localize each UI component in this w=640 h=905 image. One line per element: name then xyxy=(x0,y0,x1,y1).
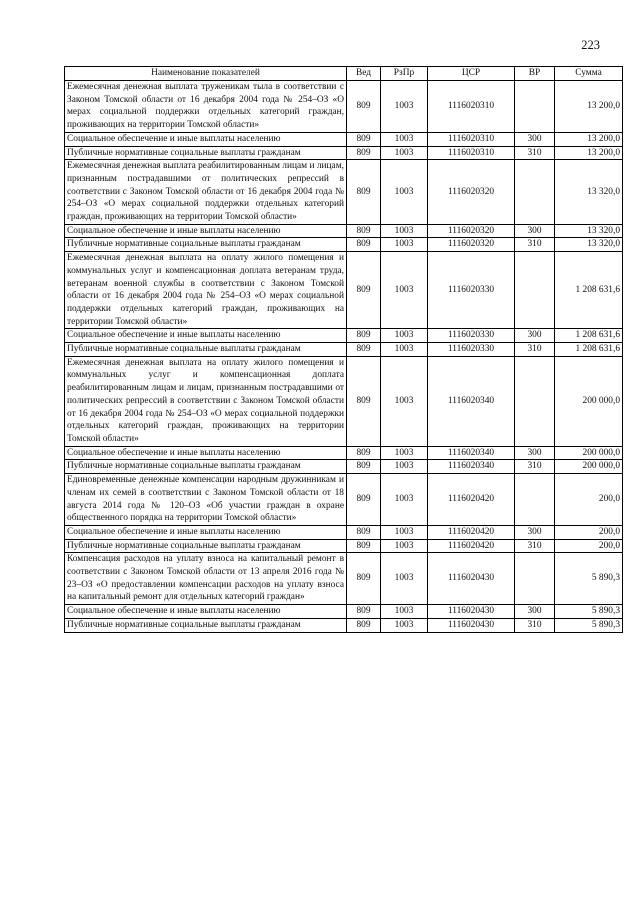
cell-csr: 1116020340 xyxy=(428,446,515,460)
cell-csr: 1116020340 xyxy=(428,460,515,474)
cell-sum: 200 000,0 xyxy=(555,446,623,460)
cell-rzpr: 1003 xyxy=(381,605,428,619)
cell-name: Публичные нормативные социальные выплаты гражданам xyxy=(65,343,347,357)
cell-ved: 809 xyxy=(347,238,381,252)
cell-ved: 809 xyxy=(347,553,381,605)
cell-vr xyxy=(515,474,555,526)
cell-sum: 13 320,0 xyxy=(555,160,623,225)
cell-vr: 310 xyxy=(515,460,555,474)
cell-vr: 300 xyxy=(515,446,555,460)
cell-sum: 13 200,0 xyxy=(555,132,623,146)
cell-ved: 809 xyxy=(347,343,381,357)
cell-name: Публичные нормативные социальные выплаты гражданам xyxy=(65,460,347,474)
cell-sum: 200,0 xyxy=(555,539,623,553)
cell-vr: 300 xyxy=(515,605,555,619)
cell-rzpr: 1003 xyxy=(381,81,428,133)
cell-vr xyxy=(515,252,555,329)
cell-rzpr: 1003 xyxy=(381,446,428,460)
cell-name: Социальное обеспечение и иные выплаты населению xyxy=(65,132,347,146)
cell-csr: 1116020330 xyxy=(428,343,515,357)
table-row xyxy=(65,224,623,238)
cell-sum: 200 000,0 xyxy=(555,460,623,474)
cell-ved: 809 xyxy=(347,525,381,539)
cell-rzpr: 1003 xyxy=(381,329,428,343)
cell-name: Социальное обеспечение и иные выплаты населению xyxy=(65,329,347,343)
budget-table xyxy=(64,66,623,633)
cell-name: Ежемесячная денежная выплата на оплату жилого помещения и коммунальных услуг и компенсационная доплата ветеранам труда, ветеранам военной службы в соответствии с Законом Томской области от 16 декабря 2004 года № 254–ОЗ «О мерах социальной поддержки отдельных категорий граждан, проживающих на территории Томской области» xyxy=(65,252,347,329)
header-vr: ВР xyxy=(515,67,555,81)
cell-sum: 200,0 xyxy=(555,525,623,539)
cell-vr: 310 xyxy=(515,238,555,252)
table-row xyxy=(65,446,623,460)
cell-vr: 300 xyxy=(515,329,555,343)
cell-name: Публичные нормативные социальные выплаты гражданам xyxy=(65,238,347,252)
cell-ved: 809 xyxy=(347,160,381,225)
table-row xyxy=(65,81,623,133)
cell-vr: 310 xyxy=(515,343,555,357)
cell-csr: 1116020430 xyxy=(428,605,515,619)
cell-csr: 1116020420 xyxy=(428,525,515,539)
cell-rzpr: 1003 xyxy=(381,618,428,632)
table-row xyxy=(65,474,623,526)
cell-ved: 809 xyxy=(347,81,381,133)
cell-name: Социальное обеспечение и иные выплаты населению xyxy=(65,605,347,619)
cell-name: Социальное обеспечение и иные выплаты населению xyxy=(65,525,347,539)
cell-csr: 1116020310 xyxy=(428,81,515,133)
cell-sum: 1 208 631,6 xyxy=(555,252,623,329)
cell-vr: 310 xyxy=(515,146,555,160)
cell-rzpr: 1003 xyxy=(381,356,428,446)
cell-csr: 1116020320 xyxy=(428,224,515,238)
cell-rzpr: 1003 xyxy=(381,238,428,252)
cell-name: Ежемесячная денежная выплата реабилитированным лицам и лицам, признанным пострадавшими от политических репрессий в соответствии с Законом Томской области от 16 декабря 2004 года № 254–ОЗ «О мерах социальной поддержки отдельных категорий граждан, проживающих на территории Томской области» xyxy=(65,160,347,225)
cell-rzpr: 1003 xyxy=(381,146,428,160)
table-header-row xyxy=(65,67,623,81)
cell-vr: 300 xyxy=(515,132,555,146)
cell-sum: 5 890,3 xyxy=(555,605,623,619)
cell-name: Ежемесячная денежная выплата труженикам тыла в соответствии с Законом Томской области от 16 декабря 2004 года № 254–ОЗ «О мерах социальной поддержки отдельных категорий граждан, проживающих на территории Томской области» xyxy=(65,81,347,133)
table-row xyxy=(65,539,623,553)
cell-ved: 809 xyxy=(347,605,381,619)
table-row xyxy=(65,618,623,632)
cell-vr xyxy=(515,356,555,446)
cell-ved: 809 xyxy=(347,474,381,526)
cell-ved: 809 xyxy=(347,446,381,460)
table-row xyxy=(65,343,623,357)
cell-vr: 310 xyxy=(515,618,555,632)
table-row xyxy=(65,605,623,619)
table-row xyxy=(65,238,623,252)
cell-csr: 1116020330 xyxy=(428,252,515,329)
cell-sum: 1 208 631,6 xyxy=(555,329,623,343)
cell-ved: 809 xyxy=(347,539,381,553)
cell-ved: 809 xyxy=(347,460,381,474)
table-row xyxy=(65,252,623,329)
cell-rzpr: 1003 xyxy=(381,132,428,146)
cell-rzpr: 1003 xyxy=(381,525,428,539)
cell-name: Публичные нормативные социальные выплаты гражданам xyxy=(65,146,347,160)
cell-sum: 13 320,0 xyxy=(555,224,623,238)
cell-vr: 300 xyxy=(515,525,555,539)
cell-csr: 1116020310 xyxy=(428,146,515,160)
cell-sum: 1 208 631,6 xyxy=(555,343,623,357)
table-row xyxy=(65,553,623,605)
cell-csr: 1116020320 xyxy=(428,238,515,252)
cell-rzpr: 1003 xyxy=(381,160,428,225)
table-body xyxy=(65,81,623,633)
header-name: Наименование показателей xyxy=(65,67,347,81)
header-sum: Сумма xyxy=(555,67,623,81)
cell-name: Единовременные денежные компенсации народным дружинникам и членам их семей в соответствии с Законом Томской области от 18 августа 2014 года № 120–ОЗ «Об участии граждан в охране общественного порядка на территории Томской области» xyxy=(65,474,347,526)
table-row xyxy=(65,329,623,343)
cell-sum: 200,0 xyxy=(555,474,623,526)
cell-ved: 809 xyxy=(347,146,381,160)
cell-name: Публичные нормативные социальные выплаты гражданам xyxy=(65,539,347,553)
table-row xyxy=(65,525,623,539)
cell-name: Ежемесячная денежная выплата на оплату жилого помещения и коммунальных услуг и компенсационная доплата реабилитированным лицам и лицам, признанным пострадавшими от политических репрессий в соответствии с Законом Томской области от 16 декабря 2004 года № 254–ОЗ «О мерах социальной поддержки отдельных категорий граждан, проживающих на территории Томской области» xyxy=(65,356,347,446)
cell-vr xyxy=(515,160,555,225)
cell-rzpr: 1003 xyxy=(381,553,428,605)
cell-rzpr: 1003 xyxy=(381,539,428,553)
cell-ved: 809 xyxy=(347,132,381,146)
table-row xyxy=(65,460,623,474)
cell-csr: 1116020430 xyxy=(428,553,515,605)
table-row xyxy=(65,146,623,160)
table-row xyxy=(65,356,623,446)
cell-vr xyxy=(515,553,555,605)
cell-ved: 809 xyxy=(347,618,381,632)
cell-csr: 1116020420 xyxy=(428,539,515,553)
cell-name: Публичные нормативные социальные выплаты гражданам xyxy=(65,618,347,632)
cell-csr: 1116020420 xyxy=(428,474,515,526)
cell-sum: 5 890,3 xyxy=(555,618,623,632)
header-rzpr: РзПр xyxy=(381,67,428,81)
cell-rzpr: 1003 xyxy=(381,224,428,238)
cell-rzpr: 1003 xyxy=(381,252,428,329)
cell-ved: 809 xyxy=(347,224,381,238)
cell-rzpr: 1003 xyxy=(381,474,428,526)
cell-name: Компенсация расходов на уплату взноса на капитальный ремонт в соответствии с Законом Томской области от 13 апреля 2016 года № 23–ОЗ «О предоставлении компенсации расходов на уплату взноса на капитальный ремонт для отдельных категорий граждан» xyxy=(65,553,347,605)
cell-csr: 1116020340 xyxy=(428,356,515,446)
cell-csr: 1116020430 xyxy=(428,618,515,632)
cell-sum: 13 200,0 xyxy=(555,146,623,160)
cell-csr: 1116020320 xyxy=(428,160,515,225)
cell-csr: 1116020330 xyxy=(428,329,515,343)
header-csr: ЦСР xyxy=(428,67,515,81)
cell-vr: 310 xyxy=(515,539,555,553)
cell-sum: 200 000,0 xyxy=(555,356,623,446)
cell-rzpr: 1003 xyxy=(381,460,428,474)
table-row xyxy=(65,132,623,146)
cell-csr: 1116020310 xyxy=(428,132,515,146)
cell-sum: 13 320,0 xyxy=(555,238,623,252)
table-row xyxy=(65,160,623,225)
cell-vr: 300 xyxy=(515,224,555,238)
cell-ved: 809 xyxy=(347,356,381,446)
cell-rzpr: 1003 xyxy=(381,343,428,357)
cell-name: Социальное обеспечение и иные выплаты населению xyxy=(65,446,347,460)
cell-ved: 809 xyxy=(347,329,381,343)
cell-name: Социальное обеспечение и иные выплаты населению xyxy=(65,224,347,238)
cell-ved: 809 xyxy=(347,252,381,329)
cell-sum: 13 200,0 xyxy=(555,81,623,133)
cell-vr xyxy=(515,81,555,133)
page-number: 223 xyxy=(581,38,600,52)
cell-sum: 5 890,3 xyxy=(555,553,623,605)
header-ved: Вед xyxy=(347,67,381,81)
